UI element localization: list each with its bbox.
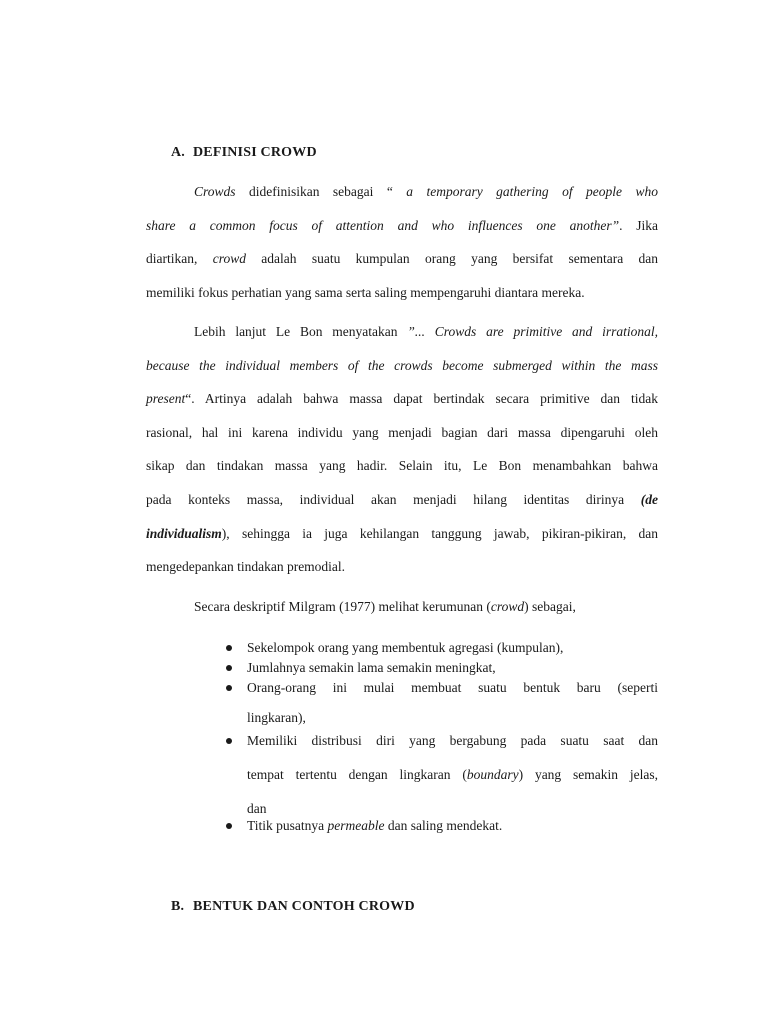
quote-text: share a common focus of attention and who influences one another” <box>146 217 620 233</box>
section-b-heading <box>171 899 415 915</box>
paragraph-crowd-definition <box>146 175 658 309</box>
text: dan <box>247 801 267 816</box>
text: diartikan, <box>146 251 213 267</box>
text: Secara deskriptif Milgram (1977) melihat kerumunan ( <box>194 599 491 614</box>
text: Lebih lanjut Le Bon menyatakan <box>194 324 408 339</box>
text: adalah suatu kumpulan orang yang bersifat sementara dan <box>245 251 659 267</box>
text: memiliki fokus perhatian yang sama serta saling mempengaruhi diantara mereka. <box>146 284 585 300</box>
section-a-title: DEFINISI CROWD <box>193 145 317 160</box>
list-item <box>222 638 658 658</box>
term-de-individualism: individualism <box>146 525 222 541</box>
section-a-heading <box>171 145 317 161</box>
text: “. Artinya adalah bahwa massa dapat bertindak secara primitive dan tidak <box>185 391 658 407</box>
bullet-icon <box>226 738 232 744</box>
text: lingkaran), <box>247 710 306 725</box>
text: pada konteks massa, individual akan menjadi hilang identitas dirinya <box>146 491 641 507</box>
bullet-icon <box>226 823 232 829</box>
term-crowd: crowd <box>212 251 246 267</box>
term-crowd: crowd <box>490 599 525 614</box>
text: Sekelompok orang yang membentuk agregasi (kumpulan), <box>247 640 564 655</box>
text: Memiliki distribusi diri yang bergabung pada suatu saat dan <box>247 733 658 748</box>
term-de-individualism: (de <box>640 491 658 507</box>
text: ) sebagai, <box>524 599 576 614</box>
text: Titik pusatnya <box>247 818 328 833</box>
quote-text: present <box>146 391 186 407</box>
text: Orang-orang ini mulai membuat suatu bentuk baru (seperti <box>247 680 658 695</box>
quote-text: a temporary gathering of people who <box>406 184 658 199</box>
term-boundary: boundary <box>466 767 519 782</box>
text: tempat tertentu dengan lingkaran ( <box>247 767 467 782</box>
paragraph-le-bon <box>146 315 658 584</box>
list-item <box>222 724 658 826</box>
text: ), sehingga ia juga kehilangan tanggung jawab, pikiran-pikiran, dan <box>221 525 658 541</box>
text: Jumlahnya semakin lama semakin meningkat, <box>247 660 496 675</box>
milgram-bullet-list <box>222 638 658 836</box>
text: didefinisikan sebagai “ <box>235 184 407 199</box>
term-permeable: permeable <box>327 818 385 833</box>
bullet-icon <box>226 645 232 651</box>
quote-text: because the individual members of the crowds become submerged within the mass <box>146 357 658 373</box>
text: mengedepankan tindakan premodial. <box>146 559 346 575</box>
bullet-icon <box>226 685 232 691</box>
text: . Jika <box>619 217 658 233</box>
list-item <box>222 816 658 836</box>
section-a-number: A. <box>171 145 186 160</box>
text: rasional, hal ini karena individu yang menjadi bagian dari massa dipengaruhi oleh <box>146 424 658 440</box>
section-b-number: B. <box>171 899 185 914</box>
paragraph-milgram <box>146 590 658 624</box>
section-b-title: BENTUK DAN CONTOH CROWD <box>193 899 415 914</box>
text: dan saling mendekat. <box>384 818 503 833</box>
text: ) yang semakin jelas, <box>518 767 658 782</box>
quote-text: ”... Crowds are primitive and irrational, <box>407 324 658 339</box>
text: sikap dan tindakan massa yang hadir. Selain itu, Le Bon menambahkan bahwa <box>146 458 658 474</box>
term-crowds: Crowds <box>194 184 236 199</box>
